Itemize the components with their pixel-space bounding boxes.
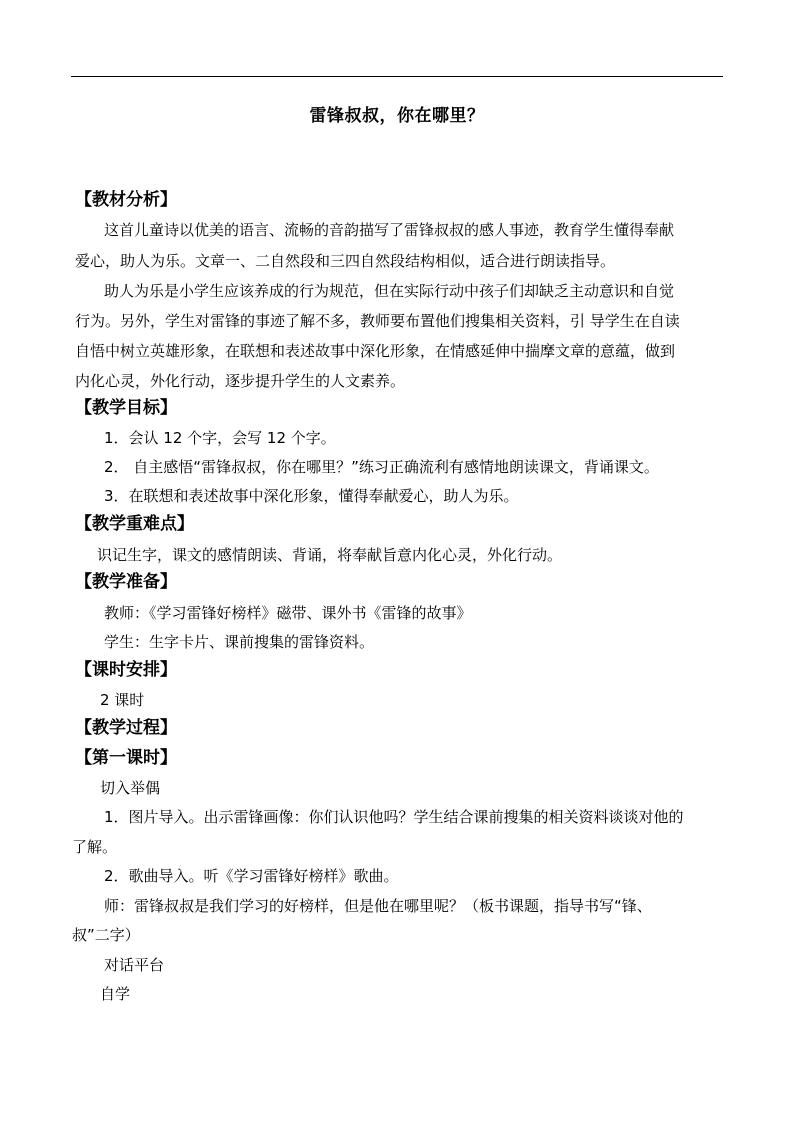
goal-item: 1．会认 12 个字，会写 12 个字。 [104, 429, 336, 447]
goal-item: 2． 自主感悟“雷锋叔叔，你在哪里？”练习正确流利有感情地朗读课文，背诵课文。 [104, 458, 659, 476]
paragraph-line: 自学 [100, 985, 131, 1003]
paragraph-line: 助人为乐是小学生应该养成的行为规范，但在实际行动中孩子们却缺乏主动意识和自觉 [104, 282, 675, 300]
document-title: 雷锋叔叔，你在哪里？ [309, 106, 485, 126]
heading-first-lesson: 【第一课时】 [75, 748, 177, 768]
paragraph-line: 2．歌曲导入。听《学习雷锋好榜样》歌曲。 [104, 867, 399, 885]
heading-preparation: 【教学准备】 [75, 572, 177, 592]
paragraph-line: 行为。另外，学生对雷锋的事迹了解不多，教师要布置他们搜集相关资料，引 导学生在自读 [75, 312, 680, 330]
paragraph-line: 了解。 [72, 838, 118, 856]
paragraph-line: 教师：《学习雷锋好榜样》磁带、课外书《雷锋的故事》 [104, 604, 472, 622]
paragraph-line: 自悟中树立英雄形象，在联想和表述故事中深化形象，在情感延伸中揣摩文章的意蕴，做到 [75, 342, 676, 360]
paragraph-line: 这首儿童诗以优美的语言、流畅的音韵描写了雷锋叔叔的感人事迹，教育学生懂得奉献 [104, 221, 675, 239]
header-rule [71, 76, 723, 77]
paragraph-line: 内化心灵，外化行动，逐步提升学生的人文素养。 [75, 372, 406, 390]
paragraph-line: 1．图片导入。出示雷锋画像：你们认识他吗？学生结合课前搜集的相关资料谈谈对他的 [104, 808, 684, 826]
paragraph-line: 爱心，助人为乐。文章一、二自然段和三四自然段结构相似，适合进行朗读指导。 [75, 252, 616, 270]
paragraph-line: 对话平台 [104, 956, 165, 974]
heading-teaching-process: 【教学过程】 [75, 718, 177, 738]
goal-item: 3．在联想和表述故事中深化形象，懂得奉献爱心，助人为乐。 [104, 487, 519, 505]
heading-schedule: 【课时安排】 [75, 660, 177, 680]
paragraph-line: 2 课时 [100, 691, 145, 709]
paragraph-line: 识记生字，课文的感情朗读、背诵，将奉献旨意内化心灵，外化行动。 [97, 546, 563, 564]
paragraph-line: 切入举偶 [100, 779, 161, 797]
paragraph-line: 学生：生字卡片、课前搜集的雷锋资料。 [104, 633, 375, 651]
heading-teaching-goals: 【教学目标】 [75, 398, 177, 418]
heading-key-difficulties: 【教学重难点】 [75, 514, 194, 534]
paragraph-line: 师：雷锋叔叔是我们学习的好榜样，但是他在哪里呢？（板书课题，指导书写“锋、 [104, 897, 652, 915]
paragraph-line: 叔”二字） [72, 926, 140, 944]
heading-material-analysis: 【教材分析】 [75, 190, 177, 210]
